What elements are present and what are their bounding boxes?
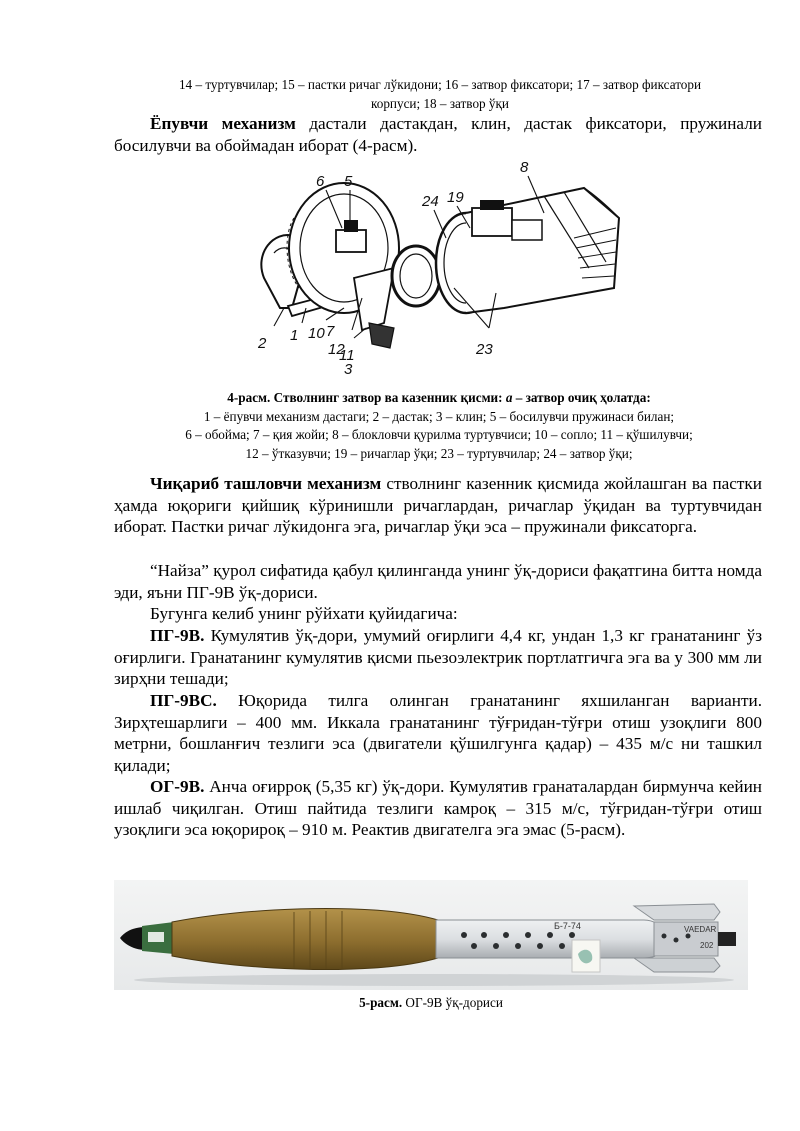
caption-title: 4-расм. Стволнинг затвор ва казенник қисми: [227, 390, 503, 405]
top-caption-line-1: 14 – туртувчилар; 15 – пастки ричаг лўкидони; 16 – затвор фиксатори; 17 – затвор фиксатори [178, 77, 702, 92]
fig4-label-3: 3 [344, 361, 353, 378]
top-caption-line-2: корпуси; 18 – затвор ўқи [371, 96, 509, 111]
paragraph-og-9v [114, 776, 762, 841]
fig4-label-5: 5 [344, 173, 353, 190]
tail-number: 202 [700, 941, 714, 950]
term-extraction-mechanism: Чиқариб ташловчи механизм [150, 474, 382, 493]
fig4-label-24: 24 [422, 193, 439, 210]
figure-4-caption-line-3: 12 – ўтказувчи; 19 – ричаглар ўқи; 23 – туртувчилар; 24 – затвор ўқи; [245, 445, 633, 461]
fig4-label-10: 10 [308, 325, 325, 342]
paragraph-text: Кумулятив ўқ-дори, умумий оғирлиги 4,4 кг, ундан 1,3 кг гранатанинг ўз оғирлиги. Гранатанинг кумулятив қисми пьезоэлектрик портлатгичга эга ва у 300 мм ли зирҳни тешади; [114, 626, 762, 688]
paragraph-list-intro: Бугунга келиб унинг рўйхати қуйидагича: [150, 604, 458, 623]
fig4-label-19: 19 [447, 189, 464, 206]
fig4-label-7: 7 [326, 323, 335, 340]
paragraph-pg-9v [114, 625, 762, 690]
caption-title: 5-расм. [359, 995, 403, 1010]
paragraph-extraction-mechanism [114, 473, 762, 538]
fig4-label-23: 23 [476, 341, 493, 358]
caption-rest: ОГ-9В ўқ-дориси [402, 995, 503, 1010]
fig4-label-1: 1 [290, 327, 299, 344]
term-pg-9v: ПГ-9В. [150, 626, 205, 645]
fig4-label-2: 2 [258, 335, 267, 352]
term-closing-mechanism: Ёпувчи механизм [150, 114, 296, 133]
caption-a-rest: – затвор очиқ ҳолатда: [512, 390, 651, 405]
term-pg-9vs: ПГ-9ВС. [150, 691, 217, 710]
projectile-marking: Б-7-74 [554, 921, 581, 931]
figure-4-caption-line-2: 6 – обойма; 7 – қия жойи; 8 – блокловчи қурилма туртувчиси; 10 – сопло; 11 – қўшилувчи; [185, 427, 693, 443]
paragraph-naiza: “Найза” қурол сифатида қабул қилинганда унинг ўқ-дориси фақатгина битта номда эди, яъни ПГ-9В ўқ-дориси. [114, 561, 762, 602]
paragraph-closing-mechanism [114, 113, 762, 156]
fig4-label-8: 8 [520, 159, 529, 176]
figure-5-projectile-photo [114, 880, 748, 990]
figure-4-caption [114, 389, 764, 463]
paragraph-text: дастали дастакдан, клин, дастак фиксатори, пружинали босилувчи ва обоймадан иборат (4-расм). [114, 114, 762, 155]
figure-4-caption-line-1: 1 – ёпувчи механизм дастаги; 2 – дастак; 3 – клин; 5 – босилувчи пружинаси билан; [203, 408, 675, 424]
figure-4-caption-title [114, 389, 764, 408]
top-figure-caption [120, 75, 760, 113]
tail-marking: VAEDAR [684, 925, 717, 934]
figure-4-breech-drawing [244, 158, 629, 378]
figure-5-caption [114, 994, 748, 1012]
paragraph-pg-9vs [114, 690, 762, 776]
fig4-label-6: 6 [316, 173, 325, 190]
fig4-label-12: 12 [328, 341, 345, 358]
caption-a: а [505, 390, 513, 405]
paragraph-text: Юқорида тилга олинган гранатанинг яхшиланган варианти. Зирҳтешарлиги – 400 мм. Иккала гранатанинг тўғридан-тўғри отиш узоқлиги 800 метрни, бошланғич тезлиги эса (двигатели қўшилгунга қадар) – 435 м/с ни ташкил қилади; [114, 691, 762, 775]
paragraph-text: Анча оғирроқ (5,35 кг) ўқ-дори. Кумулятив гранаталардан бирмунча кейин ишлаб чиқилган. Отиш пайтида тезлиги камроқ – 315 м/с, тўғридан-тўғри отиш узоқлиги эса юқорироқ – 910 м. Реактив двигателга эга эмас (5-расм). [114, 777, 762, 839]
term-og-9v: ОГ-9В. [150, 777, 205, 796]
paragraph-text: стволнинг казенник қисмида жойлашган ва пастки ҳамда юқориги қийшиқ кўринишли ричаглардан, ричаглар ўқидан ва туртувчидан иборат. Пастки ричаг лўкидонга эга, ричаглар ўқи эса – пружинали фиксаторга. [114, 474, 762, 536]
fig4-label-11: 11 [339, 347, 355, 364]
